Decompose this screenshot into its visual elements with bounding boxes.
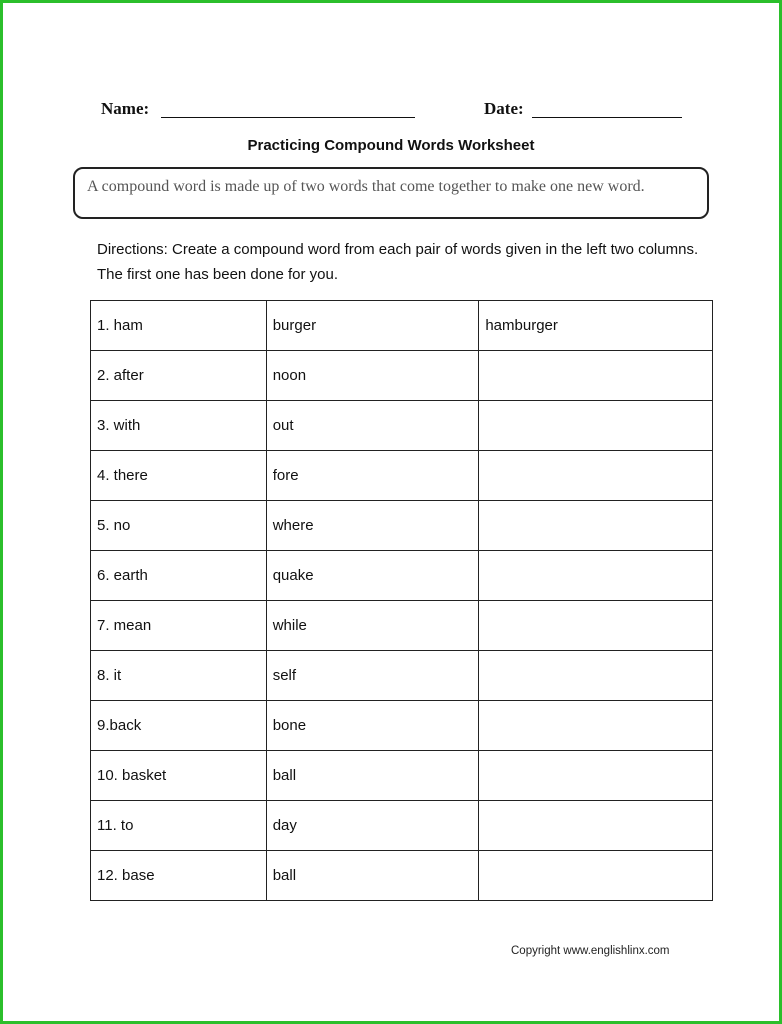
name-field[interactable] bbox=[161, 117, 415, 118]
answer-cell[interactable] bbox=[479, 501, 713, 551]
answer-cell[interactable] bbox=[479, 351, 713, 401]
answer-cell[interactable] bbox=[479, 651, 713, 701]
first-word-cell: 5. no bbox=[91, 501, 267, 551]
table-row bbox=[91, 601, 713, 651]
answer-cell[interactable] bbox=[479, 551, 713, 601]
second-word-cell: self bbox=[266, 651, 479, 701]
name-label: Name: bbox=[101, 99, 150, 118]
answer-cell[interactable] bbox=[479, 701, 713, 751]
second-word-cell: bone bbox=[266, 701, 479, 751]
date-field[interactable] bbox=[532, 117, 682, 118]
second-word-cell: where bbox=[266, 501, 479, 551]
table-row bbox=[91, 501, 713, 551]
second-word-cell: while bbox=[266, 601, 479, 651]
second-word-cell: ball bbox=[266, 751, 479, 801]
table-row bbox=[91, 551, 713, 601]
first-word-cell: 7. mean bbox=[91, 601, 267, 651]
answer-cell[interactable] bbox=[479, 401, 713, 451]
first-word-cell: 4. there bbox=[91, 451, 267, 501]
table-row bbox=[91, 701, 713, 751]
table-row bbox=[91, 751, 713, 801]
answer-cell[interactable] bbox=[479, 801, 713, 851]
first-word-cell: 12. base bbox=[91, 851, 267, 901]
first-word-cell: 11. to bbox=[91, 801, 267, 851]
answer-cell[interactable]: hamburger bbox=[479, 301, 713, 351]
table-row bbox=[91, 851, 713, 901]
first-word-cell: 2. after bbox=[91, 351, 267, 401]
second-word-cell: ball bbox=[266, 851, 479, 901]
table-row bbox=[91, 651, 713, 701]
first-word-cell: 1. ham bbox=[91, 301, 267, 351]
table-row bbox=[91, 351, 713, 401]
date-label: Date: bbox=[484, 99, 524, 118]
first-word-cell: 6. earth bbox=[91, 551, 267, 601]
second-word-cell: fore bbox=[266, 451, 479, 501]
table-row bbox=[91, 451, 713, 501]
first-word-cell: 10. basket bbox=[91, 751, 267, 801]
second-word-cell: burger bbox=[266, 301, 479, 351]
table-row bbox=[91, 801, 713, 851]
table-row bbox=[91, 301, 713, 351]
answer-cell[interactable] bbox=[479, 601, 713, 651]
second-word-cell: day bbox=[266, 801, 479, 851]
first-word-cell: 8. it bbox=[91, 651, 267, 701]
answer-cell[interactable] bbox=[479, 451, 713, 501]
compound-word-table bbox=[90, 300, 713, 901]
second-word-cell: quake bbox=[266, 551, 479, 601]
first-word-cell: 3. with bbox=[91, 401, 267, 451]
copyright-text: Copyright www.englishlinx.com bbox=[511, 945, 670, 957]
page-title: Practicing Compound Words Worksheet bbox=[247, 137, 535, 154]
second-word-cell: out bbox=[266, 401, 479, 451]
table-row bbox=[91, 401, 713, 451]
answer-cell[interactable] bbox=[479, 851, 713, 901]
first-word-cell: 9.back bbox=[91, 701, 267, 751]
second-word-cell: noon bbox=[266, 351, 479, 401]
answer-cell[interactable] bbox=[479, 751, 713, 801]
definition-box: A compound word is made up of two words that come together to make one new word. bbox=[73, 167, 709, 219]
directions-text: Directions: Create a compound word from each pair of words given in the left two columns. The first one has been done for you. bbox=[97, 241, 699, 283]
